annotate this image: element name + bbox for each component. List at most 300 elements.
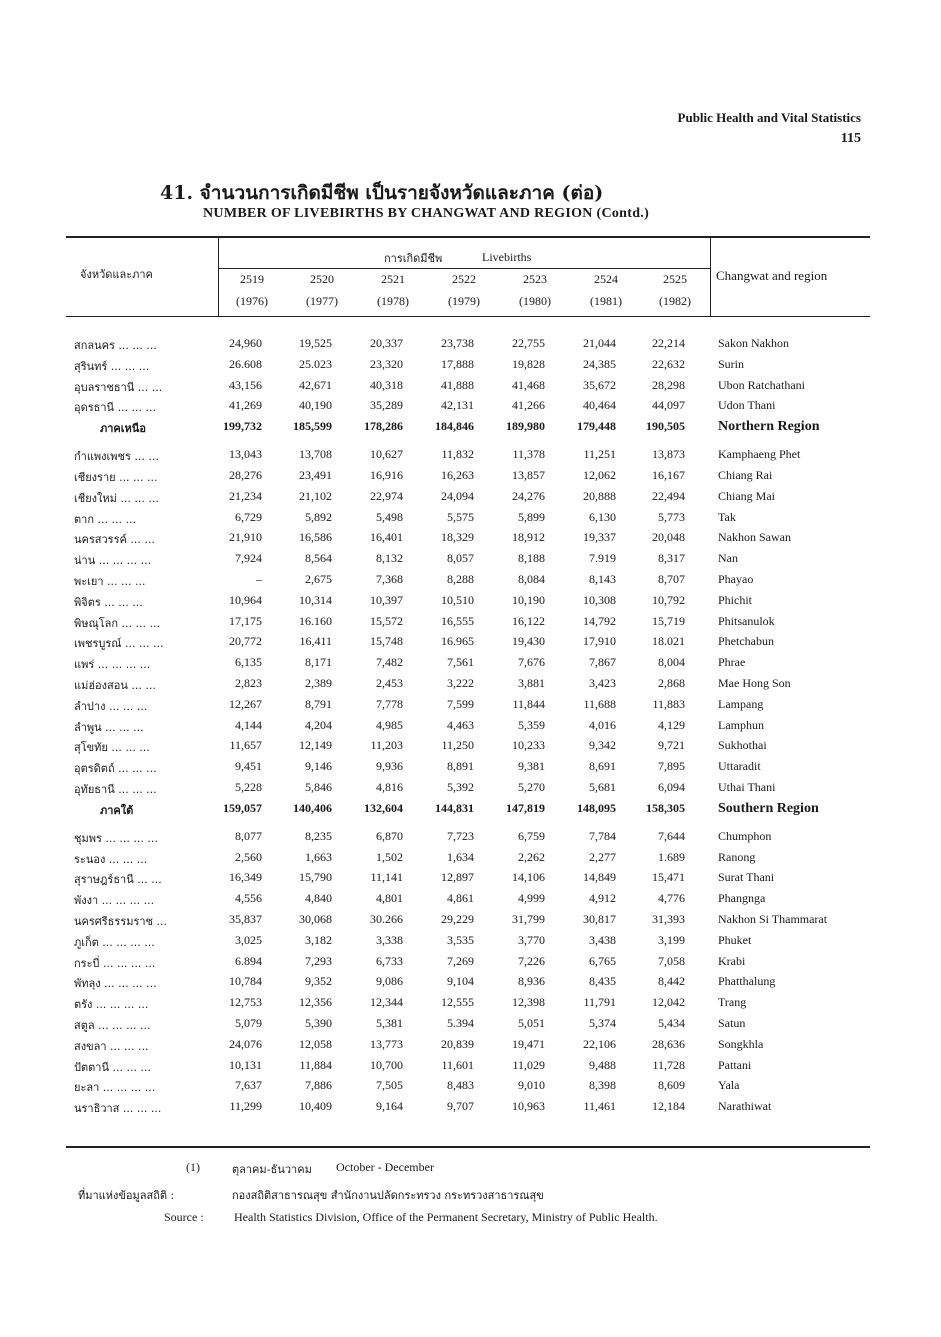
value-cell: 8,435	[589, 974, 616, 989]
changwat-english: Lampang	[718, 696, 764, 711]
value-cell: 20,772	[229, 634, 262, 649]
value-cell: 23,320	[370, 356, 403, 371]
value-cell: 9,707	[447, 1099, 474, 1114]
year-be: 2521	[381, 272, 405, 286]
value-cell: 5,773	[658, 509, 685, 524]
value-cell: 6,729	[235, 509, 262, 524]
value-cell: 7,784	[589, 828, 616, 843]
column-header-changwat-region: Changwat and region	[716, 268, 828, 283]
table-row	[66, 910, 886, 931]
value-cell: 12,267	[229, 696, 262, 711]
value-cell: 11,884	[299, 1057, 332, 1072]
value-cell: 190,505	[646, 419, 685, 434]
table-row	[66, 612, 886, 633]
value-cell: 9,164	[376, 1099, 403, 1114]
value-cell: 6,870	[376, 828, 403, 843]
value-cell: 22,494	[652, 488, 685, 503]
value-cell: 5,392	[447, 779, 474, 794]
table-row	[66, 716, 886, 737]
changwat-english: Tak	[718, 509, 736, 524]
table-row	[66, 1076, 886, 1097]
value-cell: 9,721	[658, 738, 685, 753]
value-cell: 12,356	[299, 995, 332, 1010]
value-cell: 8,171	[305, 655, 332, 670]
value-cell: 11,791	[583, 995, 616, 1010]
table-row	[66, 445, 886, 466]
value-cell: 5,051	[518, 1015, 545, 1030]
value-cell: 147,819	[506, 800, 545, 815]
value-cell: 15,572	[370, 613, 403, 628]
changwat-english: Sukhothai	[718, 738, 767, 753]
value-cell: 24,960	[229, 336, 262, 350]
table-row	[66, 868, 886, 889]
year-be: 2525	[663, 272, 687, 286]
value-cell: 8,057	[447, 551, 474, 566]
value-cell: 7,561	[447, 655, 474, 670]
value-cell: 11,250	[441, 738, 474, 753]
value-cell: 178,286	[364, 419, 403, 434]
table-row	[66, 632, 886, 653]
year-header	[290, 268, 354, 312]
changwat-english: Southern Region	[718, 800, 819, 816]
value-cell: 8,188	[518, 551, 545, 566]
footnote-thai: ตุลาคม-ธันวาคม	[232, 1163, 312, 1176]
value-cell: 7,293	[305, 953, 332, 968]
value-cell: 8,936	[518, 974, 545, 989]
table-row	[66, 1014, 886, 1035]
year-ce: (1982)	[659, 294, 691, 308]
changwat-english: Uthai Thani	[718, 779, 776, 794]
column-header-livebirths: Livebirths	[482, 250, 532, 264]
value-cell: 199,732	[223, 419, 262, 434]
value-cell: 11,832	[441, 447, 474, 462]
value-cell: 10,314	[299, 592, 332, 607]
value-cell: 148,095	[577, 800, 616, 815]
value-cell: 9,086	[376, 974, 403, 989]
value-cell: 13,773	[370, 1036, 403, 1051]
value-cell: 18.021	[652, 634, 685, 649]
value-cell: 42,671	[299, 377, 332, 392]
value-cell: 10,409	[299, 1099, 332, 1114]
value-cell: 16,555	[441, 613, 474, 628]
value-cell: 3,025	[235, 932, 262, 947]
changwat-english: Kamphaeng Phet	[718, 447, 801, 462]
changwat-english: Narathiwat	[718, 1099, 772, 1114]
table-row	[66, 848, 886, 869]
value-cell: 8,084	[518, 571, 545, 586]
changwat-english: Chumphon	[718, 828, 772, 843]
value-cell: 8,004	[658, 655, 685, 670]
changwat-thai: พังงา ... ... ... ...	[74, 894, 155, 908]
value-cell: 10,397	[370, 592, 403, 607]
value-cell: 28,298	[652, 377, 685, 392]
changwat-thai: ตาก ... ... ...	[74, 512, 136, 526]
value-cell: 7,226	[518, 953, 545, 968]
value-cell: 40,190	[299, 398, 332, 413]
changwat-thai: ภาคใต้	[100, 803, 134, 817]
value-cell: 7,886	[305, 1078, 332, 1093]
value-cell: 5,079	[235, 1015, 262, 1030]
value-cell: 14,792	[583, 613, 616, 628]
value-cell: 10,131	[229, 1057, 262, 1072]
value-cell: 8,891	[447, 759, 474, 774]
value-cell: 16,122	[512, 613, 545, 628]
table-row	[66, 466, 886, 487]
value-cell: 13,857	[512, 467, 545, 482]
value-cell: 35,672	[583, 377, 616, 392]
value-cell: 9,342	[589, 738, 616, 753]
value-cell: 16,401	[370, 530, 403, 545]
value-cell: 159,057	[223, 800, 262, 815]
value-cell: 12,398	[512, 995, 545, 1010]
value-cell: 11,601	[441, 1057, 474, 1072]
changwat-english: Phichit	[718, 592, 753, 607]
value-cell: 4,204	[305, 717, 332, 732]
value-cell: 11,844	[512, 696, 545, 711]
changwat-thai: สงขลา ... ... ...	[74, 1039, 149, 1053]
value-cell: 158,305	[646, 800, 685, 815]
changwat-thai: สุโขทัย ... ... ...	[74, 741, 150, 755]
changwat-thai: พิษณุโลก ... ... ...	[74, 616, 160, 630]
changwat-english: Pattani	[718, 1057, 752, 1072]
year-ce: (1978)	[377, 294, 409, 308]
changwat-english: Sakon Nakhon	[718, 336, 789, 350]
value-cell: 5,228	[235, 779, 262, 794]
value-cell: 9,488	[589, 1057, 616, 1072]
value-cell: 26.608	[229, 356, 262, 371]
value-cell: 3,182	[305, 932, 332, 947]
value-cell: 11,728	[652, 1057, 685, 1072]
value-cell: 43,156	[229, 377, 262, 392]
changwat-thai: นครสวรรค์ ... ...	[74, 533, 155, 547]
year-ce: (1976)	[236, 294, 268, 308]
value-cell: 7,924	[235, 551, 262, 566]
value-cell: 22,755	[512, 336, 545, 350]
value-cell: 4,801	[376, 891, 403, 906]
value-cell: 40,318	[370, 377, 403, 392]
value-cell: 9,352	[305, 974, 332, 989]
changwat-english: Songkhla	[718, 1036, 764, 1051]
value-cell: 6,094	[658, 779, 685, 794]
value-cell: 19,828	[512, 356, 545, 371]
value-cell: 24,076	[229, 1036, 262, 1051]
changwat-thai: สุรินทร์ ... ... ...	[74, 359, 150, 373]
value-cell: 11,251	[583, 447, 616, 462]
value-cell: 41,269	[229, 398, 262, 413]
year-header	[643, 268, 707, 312]
value-cell: 12,149	[299, 738, 332, 753]
year-header	[574, 268, 638, 312]
value-cell: 11,657	[229, 738, 262, 753]
table-row	[66, 1097, 886, 1118]
value-cell: 17,910	[583, 634, 616, 649]
top-rule	[66, 236, 870, 238]
value-cell: 8,132	[376, 551, 403, 566]
changwat-english: Phrae	[718, 655, 746, 670]
value-cell: 7,058	[658, 953, 685, 968]
value-cell: 5,681	[589, 779, 616, 794]
value-cell: 5,374	[589, 1015, 616, 1030]
value-cell: 15,471	[652, 870, 685, 885]
value-cell: –	[256, 571, 262, 586]
value-cell: 7,895	[658, 759, 685, 774]
value-cell: 2,868	[658, 675, 685, 690]
value-cell: 12,062	[583, 467, 616, 482]
value-cell: 1,634	[447, 849, 474, 864]
value-cell: 8,288	[447, 571, 474, 586]
value-cell: 8,235	[305, 828, 332, 843]
table-row	[66, 1035, 886, 1056]
value-cell: 4,861	[447, 891, 474, 906]
value-cell: 30,817	[583, 911, 616, 926]
region-total-row	[66, 417, 886, 445]
changwat-thai: พะเยา ... ... ...	[74, 574, 146, 588]
value-cell: 5,575	[447, 509, 474, 524]
table-row	[66, 1056, 886, 1077]
value-cell: 22,214	[652, 336, 685, 350]
value-cell: 16,263	[441, 467, 474, 482]
changwat-english: Satun	[718, 1015, 746, 1030]
value-cell: 23,491	[299, 467, 332, 482]
year-be: 2520	[310, 272, 334, 286]
value-cell: 5,390	[305, 1015, 332, 1030]
value-cell: 19,525	[299, 336, 332, 350]
value-cell: 9,381	[518, 759, 545, 774]
value-cell: 8,317	[658, 551, 685, 566]
value-cell: 2,823	[235, 675, 262, 690]
value-cell: 40,464	[583, 398, 616, 413]
value-cell: 25.023	[299, 356, 332, 371]
column-header-livebirths-thai: การเกิดมีชีพ	[384, 252, 443, 265]
table-row	[66, 355, 886, 376]
value-cell: 5,892	[305, 509, 332, 524]
changwat-thai: ชุมพร ... ... ... ...	[74, 831, 158, 845]
value-cell: 20,337	[370, 336, 403, 350]
value-cell: 7,778	[376, 696, 403, 711]
value-cell: 24,094	[441, 488, 474, 503]
source-thai: กองสถิติสาธารณสุข สำนักงานปลัดกระทรวง กระทรวงสาธารณสุข	[232, 1189, 544, 1202]
value-cell: 17,175	[229, 613, 262, 628]
value-cell: 3,338	[376, 932, 403, 947]
value-cell: 16.160	[299, 613, 332, 628]
value-cell: 5,846	[305, 779, 332, 794]
value-cell: 2,675	[305, 571, 332, 586]
value-cell: 8,398	[589, 1078, 616, 1093]
table-row	[66, 376, 886, 397]
changwat-thai: สกลนคร ... ... ...	[74, 339, 157, 352]
value-cell: 9,451	[235, 759, 262, 774]
value-cell: 1,663	[305, 849, 332, 864]
value-cell: 9,104	[447, 974, 474, 989]
changwat-thai: อุตรดิตถ์ ... ... ...	[74, 762, 157, 776]
value-cell: 10,308	[583, 592, 616, 607]
table-row	[66, 993, 886, 1014]
value-cell: 15,719	[652, 613, 685, 628]
value-cell: 4,016	[589, 717, 616, 732]
value-cell: 4,129	[658, 717, 685, 732]
year-be: 2524	[594, 272, 618, 286]
value-cell: 1,502	[376, 849, 403, 864]
changwat-thai: ปัตตานี ... ... ...	[74, 1060, 151, 1074]
value-cell: 22,106	[583, 1036, 616, 1051]
changwat-english: Yala	[718, 1078, 740, 1093]
value-cell: 5.394	[447, 1015, 474, 1030]
value-cell: 28,636	[652, 1036, 685, 1051]
changwat-english: Nakhon Si Thammarat	[718, 911, 828, 926]
value-cell: 1.689	[658, 849, 685, 864]
source-english: Health Statistics Division, Office of the Permanent Secretary, Ministry of Public Health.	[234, 1210, 658, 1224]
value-cell: 4,999	[518, 891, 545, 906]
value-cell: 15,790	[299, 870, 332, 885]
value-cell: 9,010	[518, 1078, 545, 1093]
table-row	[66, 528, 886, 549]
table-row	[66, 508, 886, 529]
value-cell: 185,599	[293, 419, 332, 434]
value-cell: 35,289	[370, 398, 403, 413]
value-cell: 30,068	[299, 911, 332, 926]
table-row	[66, 757, 886, 778]
changwat-english: Phatthalung	[718, 974, 776, 989]
year-ce: (1980)	[519, 294, 551, 308]
value-cell: 24,276	[512, 488, 545, 503]
value-cell: 8,077	[235, 828, 262, 843]
value-cell: 2,262	[518, 849, 545, 864]
table-title-thai: 41. จำนวนการเกิดมีชีพ เป็นรายจังหวัดและภาค (ต่อ)	[160, 182, 604, 204]
value-cell: 20,048	[652, 530, 685, 545]
value-cell: 18,912	[512, 530, 545, 545]
left-divider	[218, 238, 219, 316]
value-cell: 5,381	[376, 1015, 403, 1030]
changwat-thai: แพร่ ... ... ... ...	[74, 658, 151, 672]
value-cell: 12,058	[299, 1036, 332, 1051]
value-cell: 20,888	[583, 488, 616, 503]
changwat-english: Trang	[718, 995, 747, 1010]
value-cell: 24,385	[583, 356, 616, 371]
year-ce: (1979)	[448, 294, 480, 308]
value-cell: 21,234	[229, 488, 262, 503]
table-row	[66, 736, 886, 757]
value-cell: 11,461	[583, 1099, 616, 1114]
changwat-thai: อุทัยธานี ... ... ...	[74, 782, 157, 796]
value-cell: 11,299	[229, 1099, 262, 1114]
region-total-row	[66, 799, 886, 827]
value-cell: 13,043	[229, 447, 262, 462]
value-cell: 7,637	[235, 1078, 262, 1093]
value-cell: 7,676	[518, 655, 545, 670]
value-cell: 8,609	[658, 1078, 685, 1093]
value-cell: 4,556	[235, 891, 262, 906]
value-cell: 16,916	[370, 467, 403, 482]
table-row	[66, 952, 886, 973]
value-cell: 3,881	[518, 675, 545, 690]
changwat-thai: ลำปาง ... ... ...	[74, 699, 148, 713]
changwat-english: Phuket	[718, 932, 752, 947]
page-number: 115	[840, 131, 861, 146]
value-cell: 8,791	[305, 696, 332, 711]
year-header	[361, 268, 425, 312]
changwat-thai: แม่ฮ่องสอน ... ...	[74, 678, 156, 692]
table-row	[66, 549, 886, 570]
value-cell: 29,229	[441, 911, 474, 926]
value-cell: 2,277	[589, 849, 616, 864]
changwat-english: Phayao	[718, 571, 754, 586]
changwat-thai: อุดรธานี ... ... ...	[74, 401, 157, 415]
changwat-thai: กระบี่ ... ... ... ...	[74, 956, 156, 970]
changwat-english: Lamphun	[718, 717, 764, 732]
value-cell: 5,899	[518, 509, 545, 524]
value-cell: 10,963	[512, 1099, 545, 1114]
value-cell: 8,564	[305, 551, 332, 566]
value-cell: 5,359	[518, 717, 545, 732]
value-cell: 6,765	[589, 953, 616, 968]
year-header	[220, 268, 284, 312]
value-cell: 4,816	[376, 779, 403, 794]
value-cell: 7,867	[589, 655, 616, 670]
value-cell: 144,831	[435, 800, 474, 815]
changwat-thai: สุราษฎร์ธานี ... ...	[74, 873, 162, 887]
value-cell: 4,912	[589, 891, 616, 906]
changwat-english: Phangnga	[718, 891, 766, 906]
value-cell: 10,510	[441, 592, 474, 607]
changwat-thai: อุบลราชธานี ... ...	[74, 380, 163, 394]
value-cell: 10,627	[370, 447, 403, 462]
value-cell: 3,770	[518, 932, 545, 947]
changwat-english: Nakhon Sawan	[718, 530, 791, 545]
value-cell: 21,102	[299, 488, 332, 503]
value-cell: 3,222	[447, 675, 474, 690]
value-cell: 132,604	[364, 800, 403, 815]
value-cell: 13,708	[299, 447, 332, 462]
table-row	[66, 396, 886, 417]
changwat-english: Krabi	[718, 953, 746, 968]
value-cell: 11,688	[583, 696, 616, 711]
changwat-english: Chiang Rai	[718, 467, 773, 482]
value-cell: 7,644	[658, 828, 685, 843]
value-cell: 44,097	[652, 398, 685, 413]
changwat-thai: พัทลุง ... ... ... ...	[74, 977, 157, 991]
value-cell: 19,430	[512, 634, 545, 649]
changwat-english: Phitsanulok	[718, 613, 775, 628]
value-cell: 8,707	[658, 571, 685, 586]
changwat-english: Surat Thani	[718, 870, 775, 885]
value-cell: 8,143	[589, 571, 616, 586]
value-cell: 30.266	[370, 911, 403, 926]
value-cell: 10,964	[229, 592, 262, 607]
changwat-english: Ranong	[718, 849, 756, 864]
bottom-rule	[66, 1146, 870, 1148]
value-cell: 16.965	[441, 634, 474, 649]
value-cell: 12,897	[441, 870, 474, 885]
right-divider	[710, 238, 711, 316]
value-cell: 4,840	[305, 891, 332, 906]
value-cell: 6,759	[518, 828, 545, 843]
year-ce: (1981)	[590, 294, 622, 308]
value-cell: 3,438	[589, 932, 616, 947]
value-cell: 14,106	[512, 870, 545, 885]
table-row	[66, 972, 886, 993]
year-be: 2522	[452, 272, 476, 286]
value-cell: 4,463	[447, 717, 474, 732]
table-row	[66, 653, 886, 674]
value-cell: 41,888	[441, 377, 474, 392]
value-cell: 31,393	[652, 911, 685, 926]
value-cell: 18,329	[441, 530, 474, 545]
value-cell: 10,784	[229, 974, 262, 989]
value-cell: 12,753	[229, 995, 262, 1010]
changwat-thai: ลำพูน ... ... ...	[74, 720, 144, 734]
livebirths-table	[66, 334, 886, 1118]
table-row	[66, 695, 886, 716]
